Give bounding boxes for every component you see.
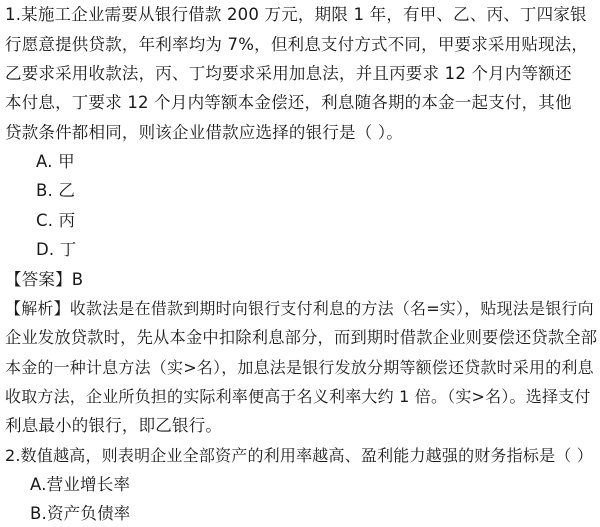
q1-stem-line-2: 行愿意提供贷款，年利率均为 7%，但利息支付方式不同，甲要求采用贴现法， (5, 35, 589, 54)
q1-analysis-line-5: 利息最小的银行，即乙银行。 (5, 416, 223, 435)
q1-option-a: A. 甲 (36, 152, 75, 171)
q1-answer: 【答案】B (5, 270, 84, 289)
q1-stem-line-3: 乙要求采用收款法，丙、丁均要求采用加息法，并且丙要求 12 个月内等额还 (5, 64, 572, 83)
q1-analysis-line-3: 本金的一种计息方法（实>名），加息法是银行发放分期等额偿还贷款时采用的利息 (5, 358, 594, 377)
q1-analysis-line-1: 【解析】收款法是在借款到期时向银行支付利息的方法（名=实），贴现法是银行向 (5, 299, 594, 318)
q1-analysis-line-4: 收取方法，企业所负担的实际利率便高于名义利率大约 1 倍。（实>名）。选择支付 (5, 387, 591, 406)
q2-option-a: A.营业增长率 (30, 475, 131, 494)
q2-option-b: B.资产负债率 (30, 504, 131, 523)
q1-option-d: D. 丁 (36, 240, 77, 259)
q1-analysis-line-2: 企业发放贷款时，先从本金中扣除利息部分，而到期时借款企业则要偿还贷款全部 (5, 328, 598, 347)
q1-stem-line-4: 本付息，丁要求 12 个月内等额本金偿还，利息随各期的本金一起支付，其他 (5, 93, 572, 112)
q2-stem: 2.数值越高，则表明企业全部资产的利用率越高、盈利能力越强的财务指标是（ ） (5, 446, 593, 465)
q1-option-c: C. 丙 (36, 211, 76, 230)
q1-stem-line-5: 贷款条件都相同，则该企业借款应选择的银行是（ ）。 (5, 123, 403, 142)
q1-option-b: B. 乙 (36, 181, 76, 200)
q1-stem-line-1: 1.某施工企业需要从银行借款 200 万元，期限 1 年，有甲、乙、丙、丁四家银 (5, 5, 587, 24)
